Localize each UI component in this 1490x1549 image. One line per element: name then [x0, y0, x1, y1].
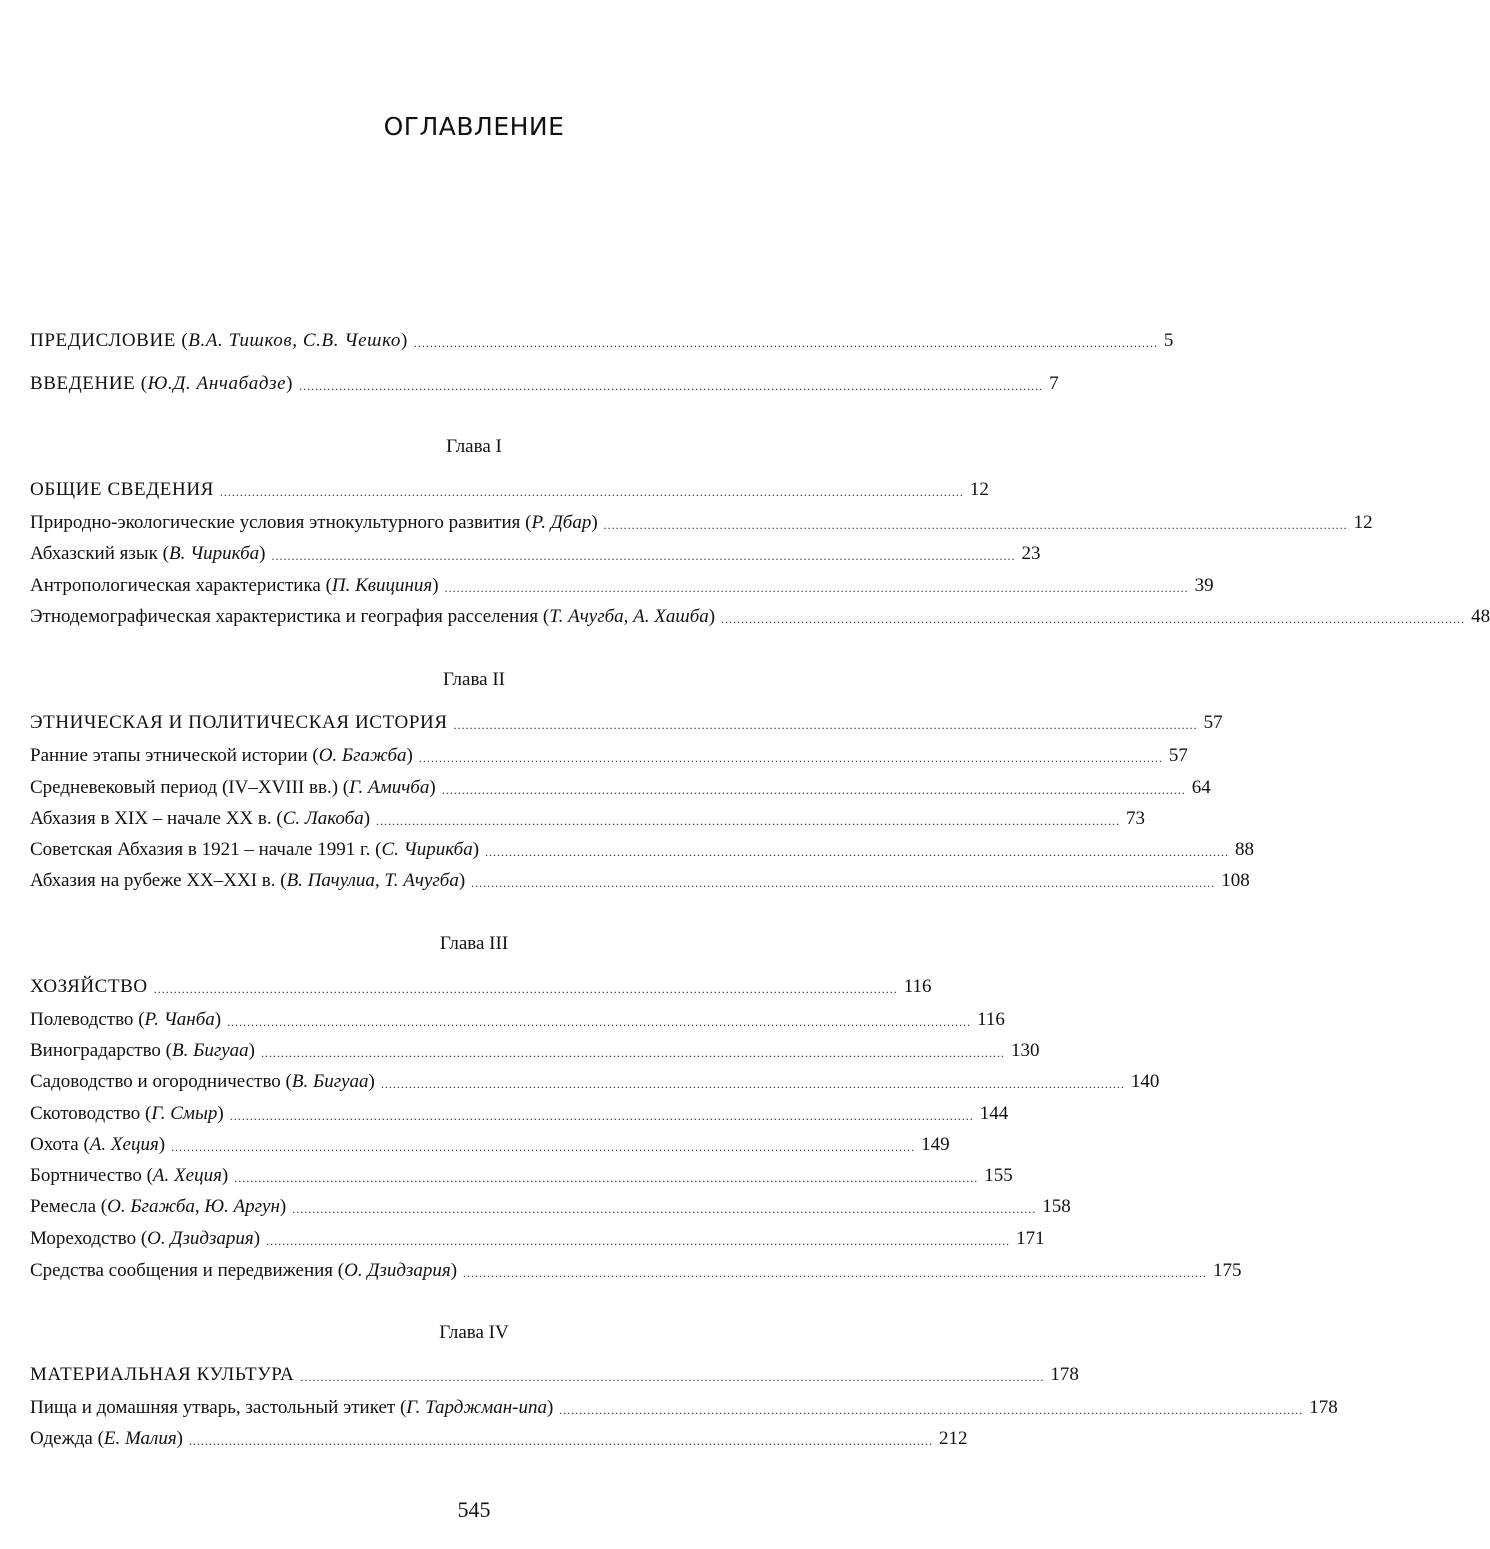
entry-label: Пища и домашняя утварь, застольный этикет: [30, 1397, 396, 1418]
toc-section[interactable]: [30, 478, 989, 502]
leader-dots: ..........................................................................................................................................................................................: [453, 718, 1198, 732]
toc-entry[interactable]: Садоводство и огородничество (В. Бигуаа) .......................................................................................................................................................................................... 140: [30, 1071, 1160, 1092]
entry-label: Полеводство: [30, 1009, 134, 1030]
page-number: 545: [457, 1497, 491, 1522]
leader-dots: ..........................................................................................................................................................................................: [380, 1077, 1125, 1091]
leader-dots: ..........................................................................................................................................................................................: [266, 1234, 1011, 1248]
entry-page: 149: [921, 1134, 950, 1155]
entry-page: 73: [1126, 808, 1146, 829]
toc-entry[interactable]: Ранние этапы этнической истории (О. Бгажба) .......................................................................................................................................................................................... 57: [30, 745, 1188, 766]
toc-section[interactable]: [30, 711, 1223, 735]
entry-page: 57: [1168, 745, 1188, 766]
entry-label: Этнодемографическая характеристика и география расселения: [30, 606, 539, 627]
leader-dots: ..........................................................................................................................................................................................: [229, 1109, 974, 1123]
entry-label: Антропологическая характеристика: [30, 575, 321, 596]
toc-entry[interactable]: Пища и домашняя утварь, застольный этикет (Г. Тарджман-ипа) .......................................................................................................................................................................................... 178: [30, 1397, 1338, 1418]
leader-dots: ..........................................................................................................................................................................................: [271, 549, 1016, 563]
section-label: ЭТНИЧЕСКАЯ И ПОЛИТИЧЕСКАЯ ИСТОРИЯ: [30, 712, 448, 733]
entry-page: 175: [1213, 1260, 1242, 1281]
entry-label: Бортничество: [30, 1165, 142, 1186]
toc-entry[interactable]: Бортничество (А. Хеция) .......................................................................................................................................................................................... 155: [30, 1165, 1013, 1186]
entry-page: 23: [1021, 543, 1041, 564]
entry-authors: Р. Чанба: [144, 1009, 215, 1030]
entry-page: 7: [1049, 373, 1059, 394]
entry-authors: В. Бигуаа: [172, 1040, 249, 1061]
section-label: МАТЕРИАЛЬНАЯ КУЛЬТУРА: [30, 1364, 295, 1385]
leader-dots: ..........................................................................................................................................................................................: [463, 1266, 1208, 1280]
entry-authors: О. Бгажба: [318, 745, 407, 766]
entry-page: 212: [939, 1428, 968, 1449]
entry-page: 5: [1163, 330, 1174, 351]
toc-entry[interactable]: Средства сообщения и передвижения (О. Дзидзария) .......................................................................................................................................................................................... 175: [30, 1260, 1242, 1281]
leader-dots: ..........................................................................................................................................................................................: [376, 814, 1121, 828]
entry-authors: Ю.Д. Анчабадзе: [147, 373, 287, 394]
leader-dots: ..........................................................................................................................................................................................: [153, 982, 898, 996]
entry-authors: А. Хеция: [152, 1165, 222, 1186]
toc-entry[interactable]: Ремесла (О. Бгажба, Ю. Аргун) .......................................................................................................................................................................................... 158: [30, 1196, 1071, 1217]
toc-entry[interactable]: Абхазия на рубеже XX–XXI в. (В. Пачулиа, Т. Ачугба) .......................................................................................................................................................................................... 108: [30, 870, 1250, 891]
entry-page: 64: [1191, 777, 1211, 798]
entry-authors: А. Хеция: [89, 1134, 159, 1155]
entry-authors: В. Чирикба: [168, 543, 260, 564]
section-page: 57: [1203, 712, 1223, 733]
entry-authors: Г. Тарджман-ипа: [406, 1397, 547, 1418]
section-label: ХОЗЯЙСТВО: [30, 976, 148, 997]
entry-authors: Р. Дбар: [531, 512, 592, 533]
leader-dots: ..........................................................................................................................................................................................: [603, 518, 1348, 532]
entry-page: 140: [1130, 1071, 1160, 1092]
entry-label: Абхазский язык: [30, 543, 158, 564]
toc-entry[interactable]: Этнодемографическая характеристика и география расселения (Т. Ачугба, А. Хашба) .......................................................................................................................................................................................... 48: [30, 606, 1490, 627]
toc-section[interactable]: [30, 975, 932, 999]
section-page: 12: [969, 479, 989, 500]
entry-page: 158: [1042, 1196, 1071, 1217]
section-page: 116: [903, 976, 932, 997]
entry-page: 39: [1194, 575, 1214, 596]
leader-dots: ..........................................................................................................................................................................................: [441, 783, 1186, 797]
toc-entry[interactable]: Охота (А. Хеция) .......................................................................................................................................................................................... 149: [30, 1134, 950, 1155]
toc-entry[interactable]: Скотоводство (Г. Смыр) .......................................................................................................................................................................................... 144: [30, 1103, 1009, 1124]
entry-page: 171: [1016, 1228, 1045, 1249]
leader-dots: ..........................................................................................................................................................................................: [444, 581, 1189, 595]
leader-dots: ..........................................................................................................................................................................................: [299, 379, 1044, 393]
entry-label: Природно-экологические условия этнокультурного развития: [30, 512, 521, 533]
entry-label: Одежда: [30, 1428, 93, 1449]
entry-label: Виноградарство: [30, 1040, 161, 1061]
leader-dots: ..........................................................................................................................................................................................: [300, 1370, 1045, 1384]
entry-page: 155: [984, 1165, 1013, 1186]
entry-authors: В.А. Тишков, С.В. Чешко: [188, 330, 401, 351]
entry-authors: С. Лакоба: [282, 808, 364, 829]
chapter-heading: Глава II: [442, 669, 506, 690]
leader-dots: ..........................................................................................................................................................................................: [171, 1140, 916, 1154]
leader-dots: ..........................................................................................................................................................................................: [292, 1202, 1037, 1216]
leader-dots: ..........................................................................................................................................................................................: [485, 845, 1230, 859]
entry-authors: В. Бигуаа: [291, 1071, 369, 1092]
entry-label: ВВЕДЕНИЕ: [30, 373, 136, 394]
toc-entry[interactable]: Абхазский язык (В. Чирикба) .......................................................................................................................................................................................... 23: [30, 543, 1041, 564]
toc-entry[interactable]: Природно-экологические условия этнокультурного развития (Р. Дбар) .......................................................................................................................................................................................... 12: [30, 512, 1373, 533]
entry-label: Скотоводство: [30, 1103, 141, 1124]
entry-authors: Г. Амичба: [349, 777, 430, 798]
toc-entry[interactable]: Виноградарство (В. Бигуаа) .......................................................................................................................................................................................... 130: [30, 1040, 1040, 1061]
leader-dots: ..........................................................................................................................................................................................: [471, 876, 1216, 890]
entry-authors: О. Дзидзария: [344, 1260, 451, 1281]
entry-label: Ремесла: [30, 1196, 97, 1217]
entry-label: Садоводство и огородничество: [30, 1071, 281, 1092]
leader-dots: ..........................................................................................................................................................................................: [413, 336, 1158, 350]
chapter-heading: Глава IV: [439, 1322, 509, 1343]
entry-page: 12: [1353, 512, 1373, 533]
entry-label: Средства сообщения и передвижения: [30, 1260, 334, 1281]
toc-entry[interactable]: Средневековый период (IV–XVIII вв.) (Г. Амичба) .......................................................................................................................................................................................... 64: [30, 777, 1211, 798]
toc-entry-introduction[interactable]: ВВЕДЕНИЕ (Ю.Д. Анчабадзе) .......................................................................................................................................................................................... 7: [30, 373, 1059, 394]
entry-label: Абхазия на рубеже XX–XXI в.: [30, 870, 276, 891]
leader-dots: ..........................................................................................................................................................................................: [227, 1015, 972, 1029]
entry-authors: О. Бгажба, Ю. Аргун: [107, 1196, 280, 1217]
entry-page: 116: [977, 1009, 1005, 1030]
entry-label: Охота: [30, 1134, 79, 1155]
section-page: 178: [1050, 1364, 1079, 1385]
toc-entry[interactable]: Полеводство (Р. Чанба) .......................................................................................................................................................................................... 116: [30, 1009, 1005, 1030]
toc-entry[interactable]: Советская Абхазия в 1921 – начале 1991 г. (С. Чирикба) .......................................................................................................................................................................................... 88: [30, 839, 1255, 860]
entry-page: 178: [1309, 1397, 1338, 1418]
leader-dots: ..........................................................................................................................................................................................: [418, 751, 1163, 765]
entry-page: 108: [1221, 870, 1250, 891]
chapter-heading: Глава I: [446, 436, 502, 457]
chapter-heading: Глава III: [439, 933, 509, 954]
entry-label: ПРЕДИСЛОВИЕ: [30, 330, 176, 351]
leader-dots: ..........................................................................................................................................................................................: [219, 485, 964, 499]
entry-authors: Т. Ачугба, А. Хашба: [549, 606, 709, 627]
entry-page: 48: [1471, 606, 1490, 627]
entry-authors: Е. Малия: [103, 1428, 177, 1449]
leader-dots: ..........................................................................................................................................................................................: [559, 1403, 1304, 1417]
entry-authors: П. Квициния: [331, 575, 433, 596]
entry-authors: С. Чирикба: [381, 839, 473, 860]
entry-label: Средневековый период (IV–XVIII вв.): [30, 777, 339, 798]
toc-entry[interactable]: Одежда (Е. Малия) .......................................................................................................................................................................................... 212: [30, 1428, 968, 1449]
leader-dots: ..........................................................................................................................................................................................: [189, 1434, 933, 1448]
leader-dots: ..........................................................................................................................................................................................: [261, 1046, 1005, 1060]
toc-entry[interactable]: Мореходство (О. Дзидзария) .......................................................................................................................................................................................... 171: [30, 1228, 1045, 1249]
page-title: ОГЛАВЛЕНИЕ: [383, 112, 565, 141]
entry-authors: В. Пачулиа, Т. Ачугба: [286, 870, 459, 891]
entry-label: Ранние этапы этнической истории: [30, 745, 308, 766]
entry-label: Советская Абхазия в 1921 – начале 1991 г.: [30, 839, 371, 860]
leader-dots: ..........................................................................................................................................................................................: [721, 612, 1466, 626]
toc-entry[interactable]: Антропологическая характеристика (П. Квициния) .......................................................................................................................................................................................... 39: [30, 575, 1214, 596]
entry-label: Мореходство: [30, 1228, 137, 1249]
section-label: ОБЩИЕ СВЕДЕНИЯ: [30, 479, 214, 500]
entry-authors: Г. Смыр: [151, 1103, 218, 1124]
entry-page: 88: [1235, 839, 1255, 860]
entry-label: Абхазия в XIX – начале XX в.: [30, 808, 272, 829]
toc-entry-preface[interactable]: ПРЕДИСЛОВИЕ (В.А. Тишков, С.В. Чешко) .......................................................................................................................................................................................... 5: [30, 330, 1174, 351]
entry-authors: О. Дзидзария: [147, 1228, 254, 1249]
entry-page: 130: [1011, 1040, 1040, 1061]
entry-page: 144: [979, 1103, 1009, 1124]
leader-dots: ..........................................................................................................................................................................................: [234, 1171, 979, 1185]
toc-section[interactable]: [30, 1363, 1079, 1387]
toc-entry[interactable]: Абхазия в XIX – начале XX в. (С. Лакоба) .......................................................................................................................................................................................... 73: [30, 808, 1146, 829]
